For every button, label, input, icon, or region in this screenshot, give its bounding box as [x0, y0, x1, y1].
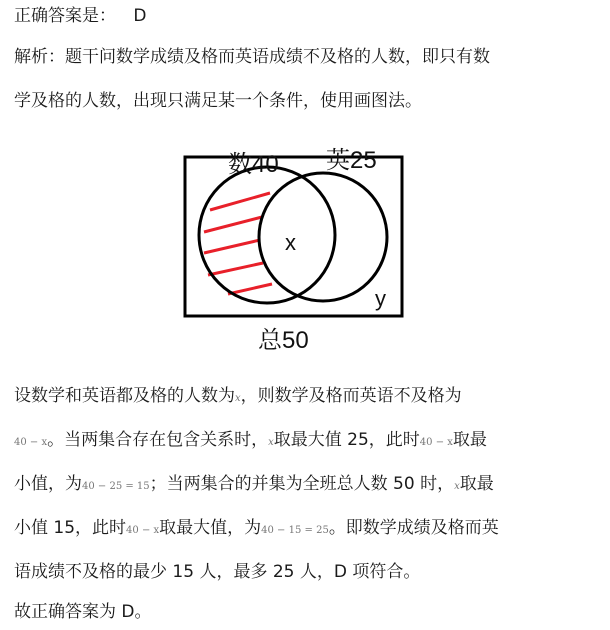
text-segment: 小值 15，此时 [14, 518, 127, 538]
explanation-line-5: 语成绩不及格的最少 15 人，最多 25 人，D 项符合。 [14, 562, 421, 582]
text-segment: 取最大值 25，此时 [273, 430, 420, 450]
math-set-label: 数40 [228, 151, 279, 178]
math-expression: 40 − 25 = 15 [82, 481, 150, 492]
english-set-label: 英25 [326, 147, 377, 174]
math-variable: x [268, 437, 274, 448]
hatch-mark [204, 240, 260, 253]
intersection-label: x [285, 230, 296, 255]
hatch-mark [204, 217, 262, 232]
math-expression: 40 − x [14, 437, 48, 448]
text-segment: 小值，为 [14, 474, 82, 494]
explanation-line-4 [14, 516, 499, 543]
conclusion-line: 故正确答案为 D。 [14, 602, 152, 622]
text-segment: 取最 [452, 430, 487, 450]
answer-line [14, 4, 147, 28]
hatch-mark [210, 193, 270, 210]
text-segment: 设数学和英语都及格的人数为 [14, 386, 235, 406]
explanation-line-3 [14, 472, 494, 499]
text-segment: 。即数学成绩及格而英 [328, 518, 499, 538]
venn-diagram [160, 140, 440, 360]
text-segment: 取最 [459, 474, 494, 494]
analysis-line-2: 学及格的人数，出现只满足某一个条件，使用画图法。 [14, 91, 422, 111]
analysis-line-1: 解析：题干问数学成绩及格而英语成绩不及格的人数，即只有数 [14, 47, 490, 67]
total-label: 总50 [258, 327, 309, 354]
math-expression: 40 − x [419, 437, 453, 448]
outside-label: y [375, 286, 386, 311]
math-expression: 40 − x [126, 525, 160, 536]
math-variable: x [454, 481, 460, 492]
math-circle [199, 167, 335, 303]
text-segment: ；当两集合的并集为全班总人数 50 时， [149, 474, 455, 494]
english-circle [259, 173, 387, 301]
hatch-mark [208, 263, 263, 275]
answer-value: D [133, 6, 147, 26]
math-variable: x [235, 393, 241, 404]
explanation-line-2 [14, 428, 487, 455]
text-segment: 。当两集合存在包含关系时， [47, 430, 269, 450]
math-expression: 40 − 15 = 25 [261, 525, 329, 536]
text-segment: ，则数学及格而英语不及格为 [240, 386, 462, 406]
answer-label: 正确答案是： [14, 6, 116, 26]
text-segment: 取最大值，为 [159, 518, 262, 538]
explanation-line-1 [14, 384, 462, 411]
hatch-mark [228, 284, 272, 294]
